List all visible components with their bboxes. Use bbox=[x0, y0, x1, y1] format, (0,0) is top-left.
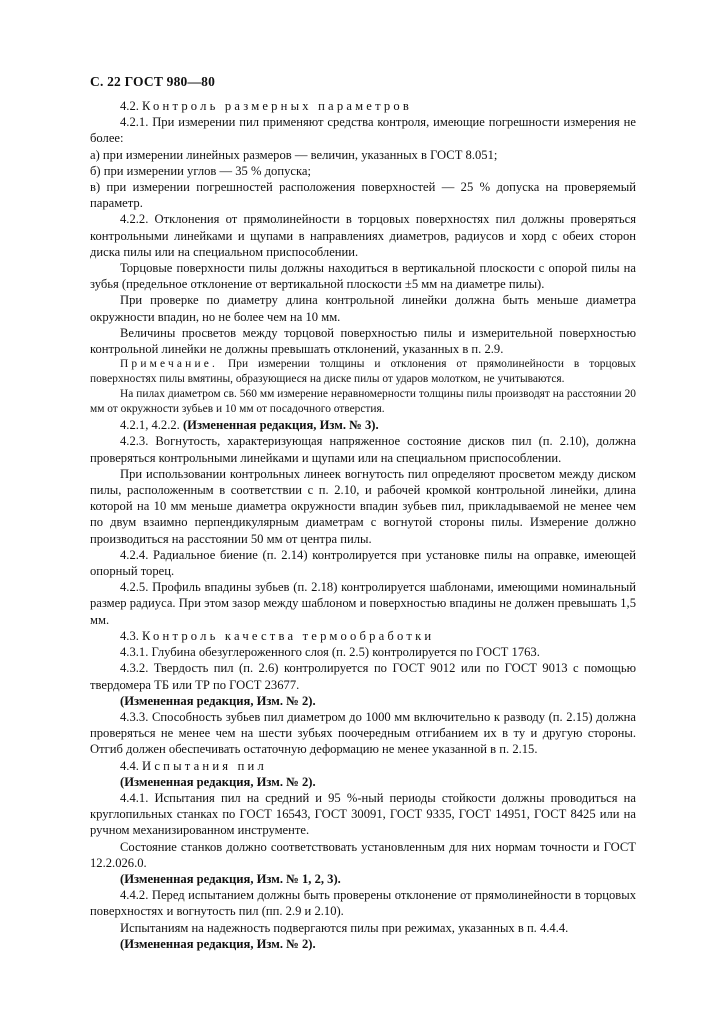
paragraph bbox=[90, 871, 636, 887]
paragraph-text: На пилах диаметром св. 560 мм измерение неравномерности толщины пилы производят на расстоянии 20 мм от окружности зубьев и 10 мм от посадочного отверстия. bbox=[90, 388, 636, 416]
paragraph bbox=[90, 387, 636, 417]
paragraph bbox=[90, 709, 636, 758]
paragraph-spaced: Контроль размерных параметров bbox=[142, 99, 413, 113]
paragraph bbox=[90, 920, 636, 936]
paragraph bbox=[90, 260, 636, 292]
paragraph bbox=[90, 790, 636, 839]
paragraph-spaced: Контроль качества термообработки bbox=[142, 628, 435, 643]
paragraph bbox=[90, 466, 636, 547]
paragraph-lead: 4.2.1, 4.2.2. bbox=[120, 418, 183, 433]
paragraph-text: Торцовые поверхности пилы должны находиться в вертикальной плоскости с опорой пилы на зубья (предельное отклонение от вертикальной плоскости ±5 мм на диаметре пилы). bbox=[90, 261, 636, 292]
paragraph bbox=[90, 936, 636, 952]
paragraph bbox=[90, 163, 636, 179]
paragraph bbox=[90, 693, 636, 709]
page-header: С. 22 ГОСТ 980—80 bbox=[90, 74, 216, 89]
paragraph-text: Состояние станков должно соответствовать установленным для них нормам точности и ГОСТ 12.2.026.0. bbox=[90, 839, 636, 870]
paragraph-text: 4.2.3. Вогнутость, характеризующая напряженное состояние дисков пил (п. 2.10), должна проверяться контрольными линейками и щупами или на специальном приспособлении. bbox=[90, 434, 636, 465]
paragraph-text: 4.3.1. Глубина обезуглероженного слоя (п. 2.5) контролируется по ГОСТ 1763. bbox=[120, 645, 540, 660]
paragraph-bold: (Измененная редакция, Изм. № 2). bbox=[120, 774, 316, 789]
paragraph-text: 4.2.5. Профиль впадины зубьев (п. 2.18) контролируется шаблонами, имеющими номинальный размер радиуса. При этом зазор между шаблоном и поверхностью впадины не должен превышать 1,5 мм. bbox=[90, 580, 636, 627]
paragraph bbox=[90, 644, 636, 660]
paragraph-bold: (Измененная редакция, Изм. № 3). bbox=[182, 418, 379, 433]
paragraph bbox=[90, 357, 636, 387]
paragraph-text: 4.4.2. Перед испытанием должны быть проверены отклонение от прямолинейности в торцовых поверхностях и вогнутость пил (пп. 2.9 и 2.10). bbox=[90, 888, 636, 919]
paragraph-lead: 4.3. bbox=[120, 628, 143, 643]
paragraph bbox=[90, 292, 636, 324]
paragraph bbox=[90, 433, 636, 465]
paragraph-bold: (Измененная редакция, Изм. № 2). bbox=[120, 936, 316, 951]
paragraph bbox=[90, 179, 636, 211]
paragraph-bold: (Измененная редакция, Изм. № 1, 2, 3). bbox=[120, 871, 341, 886]
paragraph-text: Величины просветов между торцовой поверхностью пилы и измерительной поверхностью контрольной линейки не должны превышать отклонений, указанных в п. 2.9. bbox=[90, 325, 636, 357]
paragraph bbox=[90, 417, 636, 433]
paragraph-spaced: Испытания пил bbox=[142, 758, 267, 773]
paragraph bbox=[90, 325, 636, 357]
paragraph-text: в) при измерении погрешностей расположения поверхностей — 25 % допуска на проверяемый параметр. bbox=[90, 180, 636, 211]
paragraph-text: 4.3.3. Способность зубьев пил диаметром до 1000 мм включительно к разводу (п. 2.15) должна проверяться не менее чем на шести зубьях поочередным отгибанием их в ту и другую стороны. Отгиб должен обеспечивать остаточную деформацию не менее указанной в п. 2.15. bbox=[90, 709, 636, 757]
paragraph-text: 4.3.2. Твердость пил (п. 2.6) контролируется по ГОСТ 9012 или по ГОСТ 9013 с помощью твердомера ТБ или ТР по ГОСТ 23677. bbox=[90, 661, 636, 692]
paragraph bbox=[90, 628, 636, 644]
paragraph bbox=[90, 579, 636, 628]
paragraph bbox=[90, 887, 636, 919]
paragraph-text: 4.4.1. Испытания пил на средний и 95 %-ный периоды стойкости должны проводиться на круглопильных станках по ГОСТ 16543, ГОСТ 30091, ГОСТ 9335, ГОСТ 14951, ГОСТ 8425 или на ручном механизированном инструменте. bbox=[90, 790, 636, 838]
paragraph-text: 4.2.1. При измерении пил применяют средства контроля, имеющие погрешности измерения не более: bbox=[90, 115, 636, 146]
paragraph-text: 4.2.4. Радиальное биение (п. 2.14) контролируется при установке пилы на оправке, имеющей опорный торец. bbox=[90, 547, 636, 579]
paragraph-text: 4.2.2. Отклонения от прямолинейности в торцовых поверхностях пил должны проверяться контрольными линейками и щупами в направлениях диаметров, радиусов и хорд с обеих сторон диска пилы или на специальном приспособлении. bbox=[90, 212, 636, 259]
paragraph bbox=[90, 98, 636, 114]
paragraph-lead: 4.2. bbox=[120, 99, 143, 113]
paragraph bbox=[90, 147, 636, 163]
paragraph-text: Испытаниям на надежность подвергаются пилы при режимах, указанных в п. 4.4.4. bbox=[120, 920, 569, 935]
paragraph-text: а) при измерении линейных размеров — величин, указанных в ГОСТ 8.051; bbox=[90, 147, 498, 162]
paragraph bbox=[90, 660, 636, 692]
paragraph-text: При измерении толщины и отклонения от прямолинейности в торцовых поверхностях пилы вмятины, образующиеся на диске пилы от ударов молотком, не учитываются. bbox=[90, 358, 636, 386]
paragraph bbox=[90, 774, 636, 790]
paragraph bbox=[90, 758, 636, 774]
paragraph-text: При проверке по диаметру длина контрольной линейки должна быть меньше диаметра окружности впадин, но не более чем на 10 мм. bbox=[90, 293, 636, 324]
paragraph bbox=[90, 839, 636, 871]
paragraph bbox=[90, 547, 636, 579]
paragraph-spaced: Примечание. bbox=[120, 358, 219, 371]
document-body bbox=[90, 98, 636, 952]
paragraph-text: При использовании контрольных линеек вогнутость пил определяют просветом между диском пилы, расположенным в соответствии с п. 2.10, и рабочей кромкой контрольной линейки, длина которой на 10 мм меньше диаметра окружности впадин зубьев пил, прикладываемой не менее чем по двум взаимно перпендикулярным диаметрам с вогнутой стороны пилы. Измерение должно производиться на расстоянии 50 мм от центра пилы. bbox=[90, 466, 636, 546]
paragraph-text: б) при измерении углов — 35 % допуска; bbox=[90, 163, 311, 178]
paragraph bbox=[90, 211, 636, 260]
paragraph bbox=[90, 114, 636, 146]
paragraph-bold: (Измененная редакция, Изм. № 2). bbox=[120, 693, 316, 708]
paragraph-lead: 4.4. bbox=[120, 758, 143, 773]
